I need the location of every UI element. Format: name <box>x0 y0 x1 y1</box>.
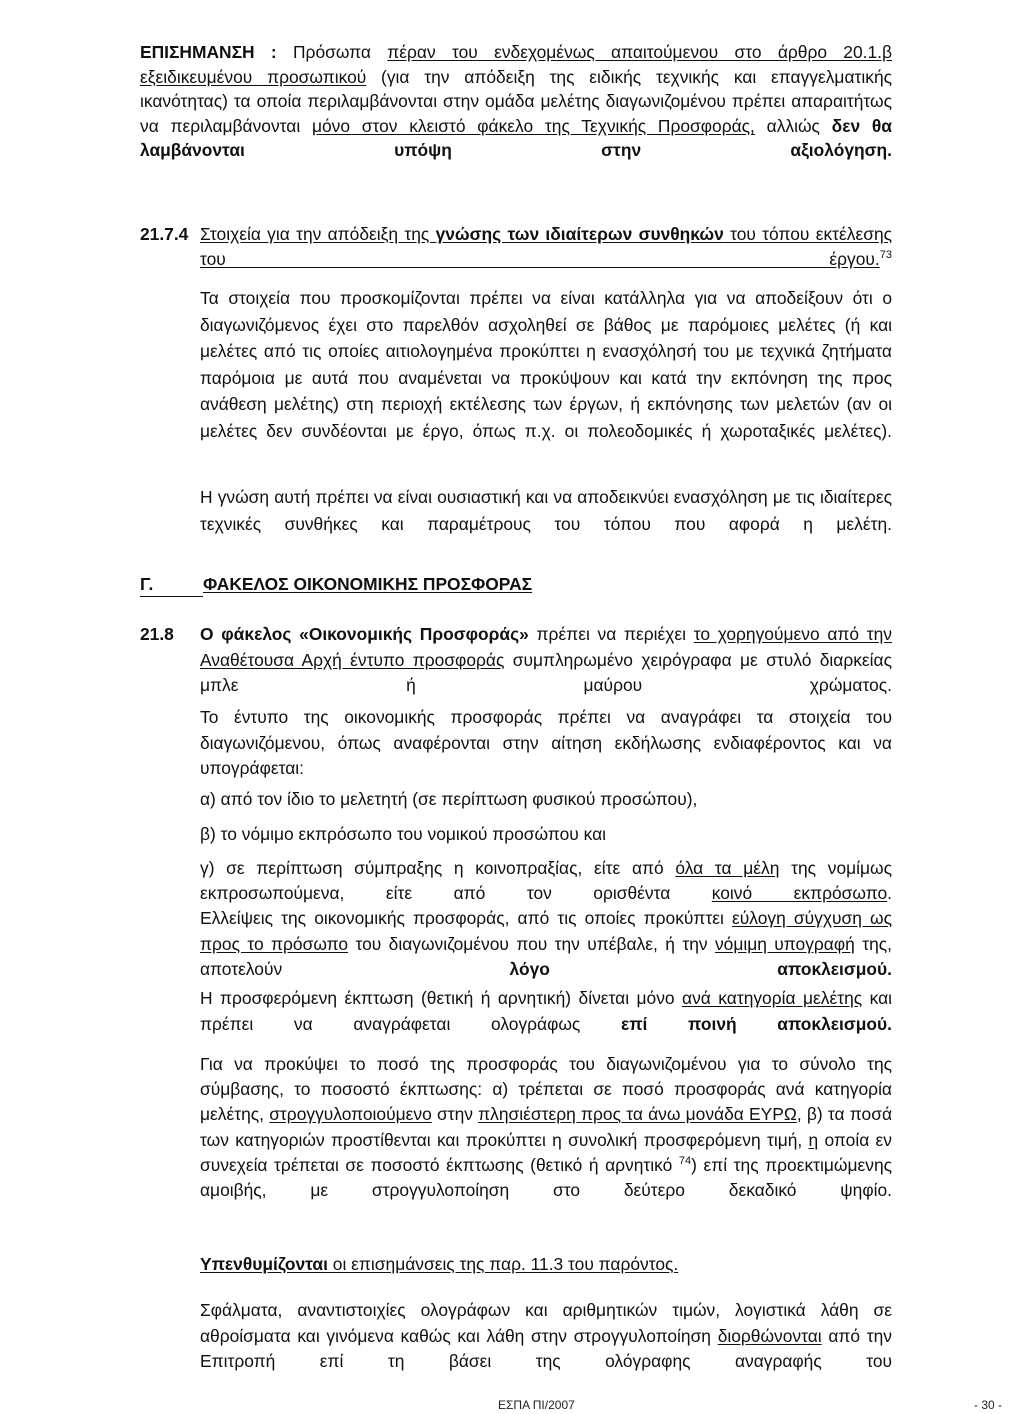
underlined-text: η <box>808 1129 819 1150</box>
underlined-text: στρογγυλοποιούμενο <box>269 1104 432 1125</box>
text: γ) σε περίπτωση σύμπραξης η κοινοπραξίας, είτε από <box>200 858 676 878</box>
footnote-ref-74: 74 <box>678 1155 692 1168</box>
footnote-ref-73: 73 <box>879 248 892 261</box>
heading-text: του τόπου εκτέλεσης του έργου. <box>200 224 892 269</box>
notice-underlined-text: πέραν του ενδεχομένως απαιτούμενου στο άρθρο 20.1.β εξειδικευμένου προσωπικού <box>140 42 892 87</box>
text: Ελλείψεις της οικονομικής προσφοράς, από τις οποίες προκύπτει <box>200 908 733 928</box>
underlined-text: ανά κατηγορία μελέτης <box>682 988 863 1008</box>
heading-text: Στοιχεία για την απόδειξη της <box>200 224 436 244</box>
section-21-7-4-paragraph-2: Η γνώση αυτή πρέπει να είναι ουσιαστική και να αποδεικνύει ενασχόληση με τις ιδιαίτερες τεχνικές συνθήκες και παραμέτρους του τόπου που αφορά η μελέτη. <box>200 487 892 534</box>
section-21-8-paragraph-6 <box>200 1252 892 1277</box>
notice-paragraph <box>140 40 892 188</box>
section-21-8-paragraph-5 <box>200 1052 892 1228</box>
text: της, αποτελούν <box>200 933 892 979</box>
text: και πρέπει να αναγράφεται ολογράφως <box>200 988 892 1034</box>
underlined-text: εύλογη σύγχυση ως προς το πρόσωπο <box>200 908 892 954</box>
text: Η προσφερόμενη έκπτωση (θετική ή αρνητική) δίνεται μόνο <box>200 988 683 1008</box>
underlined-text: το χορηγούμενο από την Αναθέτουσα Αρχή έντυπο προσφοράς <box>200 624 893 670</box>
notice-underlined-text: μόνο στον κλειστό φάκελο της Τεχνικής Προσφοράς, <box>311 115 755 136</box>
heading-bold-text: γνώσης των ιδιαίτερων συνθηκών <box>435 224 724 244</box>
underlined-text: κοινό εκπρόσωπο <box>711 882 888 903</box>
section-21-8-paragraph-2: Το έντυπο της οικονομικής προσφοράς πρέπει να αναγράφει τα στοιχεία του διαγωνιζόμενου, όπως αναφέρονται στην αίτηση εκδήλωσης ενδιαφέροντος και να υπογράφεται: <box>200 707 892 778</box>
text: Σφάλματα, αναντιστοιχίες ολογράφων και αριθμητικών τιμών, λογιστικά λάθη σε αθροίσματα και γινόμενα καθώς και λάθη στην στρογγυλοποίηση <box>200 1300 892 1346</box>
text: Για να προκύψει το ποσό της προσφοράς του διαγωνιζομένου για το σύνολο της σύμβασης, το ποσοστό έκπτωσης: α) τρέπεται σε ποσό προσφοράς ανά κατηγορία μελέτης, <box>200 1054 892 1125</box>
section-21-8-paragraph-7 <box>200 1298 892 1400</box>
section-g-title: ΦΑΚΕΛΟΣ ΟΙΚΟΝΟΜΙΚΗΣ ΠΡΟΣΦΟΡΑΣ <box>203 574 533 594</box>
text: ) επί της προεκτιμώμενης αμοιβής, με στρογγυλοποίηση στο δεύτερο δεκαδικό ψηφίο. <box>200 1154 893 1201</box>
notice-text: αλλιώς <box>754 115 832 136</box>
bold-text: λόγο αποκλεισμού. <box>509 959 893 979</box>
bold-text: επί ποινή αποκλεισμού. <box>620 1013 892 1034</box>
section-g-rule <box>140 596 203 597</box>
underlined-text: οι επισημάνσεις της παρ. 11.3 του παρόντος. <box>327 1254 679 1274</box>
text: του διαγωνιζομένου που την υπέβαλε, ή την <box>348 933 715 954</box>
notice-label: ΕΠΙΣΗΜΑΝΣΗ : <box>140 42 277 62</box>
notice-bold-text: δεν θα λαμβάνονται υπόψη στην αξιολόγηση. <box>140 115 892 161</box>
bold-text: Ο φάκελος «Οικονομικής Προσφοράς» <box>200 624 529 644</box>
text: της νομίμως εκπροσωπούμενα, είτε από τον ορισθέντα <box>200 858 892 903</box>
underlined-text: όλα τα μέλη <box>675 858 780 878</box>
section-21-7-4-paragraph-1: Τα στοιχεία που προσκομίζονται πρέπει να είναι κατάλληλα για να αποδείξουν ότι ο διαγωνιζόμενος έχει στο παρελθόν ασχοληθεί σε βάθος με παρόμοιες μελέτες (ή και μελέτες από τις οποίες αιτιολογημένα προκύπτει η ενασχόλησή του με τεχνικά ζητήματα παρόμοια με αυτά που αναμένεται να προκύψουν και κατά την εκπόνηση της προς ανάθεση μελέτης) στη περιοχή εκτέλεσης των έργων, ή εκπόνησης των μελετών (αν οι μελέτες δεν συνδέονται με έργο, όπως π.χ. οι πολεοδομικές ή χωροταξικές μελέτες). <box>200 288 892 441</box>
underlined-text: πλησιέστερη προς τα άνω μονάδα ΕΥΡΩ <box>478 1104 797 1125</box>
list-item-a: α) από τον ίδιο το μελετητή (σε περίπτωση φυσικού προσώπου), <box>200 789 698 809</box>
underlined-text: νόμιμη υπογραφή <box>714 933 855 954</box>
text: . <box>887 882 893 903</box>
text: οποία εν συνεχεία τρέπεται σε ποσοστό έκπτωσης (θετικό ή αρνητικό <box>200 1129 892 1175</box>
notice-text: (για την απόδειξη της ειδικής τεχνικής και επαγγελματικής ικανότητας) τα οποία περιλαμβάνονται στην ομάδα μελέτης διαγωνιζομένου πρέπει απαραιτήτως να περιλαμβάνονται <box>140 66 892 136</box>
section-g-letter: Γ. <box>140 574 154 594</box>
section-number-21-8: 21.8 <box>140 624 174 644</box>
text: , β) τα ποσά των κατηγοριών προστίθενται και προκύπτει η συνολική προσφερόμενη τιμή, <box>200 1104 893 1150</box>
text: στην <box>431 1104 479 1125</box>
section-number-21-7-4: 21.7.4 <box>140 224 189 244</box>
text: συμπληρωμένο χειρόγραφα με στυλό διαρκείας μπλε ή μαύρου χρώματος. <box>200 649 892 695</box>
bold-underlined-text: Υπενθυμίζονται <box>200 1254 328 1274</box>
footer-center-text: ΕΣΠΑ ΠΙ/2007 <box>498 1398 575 1412</box>
text: από την Επιτροπή επί τη βάσει της ολόγραφης αναγραφής του <box>200 1325 892 1371</box>
list-item-b: β) το νόμιμο εκπρόσωπο του νομικού προσώπου και <box>200 824 607 844</box>
notice-text: Πρόσωπα <box>276 42 388 62</box>
underlined-text: διορθώνονται <box>717 1325 822 1346</box>
text: πρέπει να περιέχει <box>528 624 694 644</box>
page-number: - 30 - <box>974 1398 1003 1412</box>
